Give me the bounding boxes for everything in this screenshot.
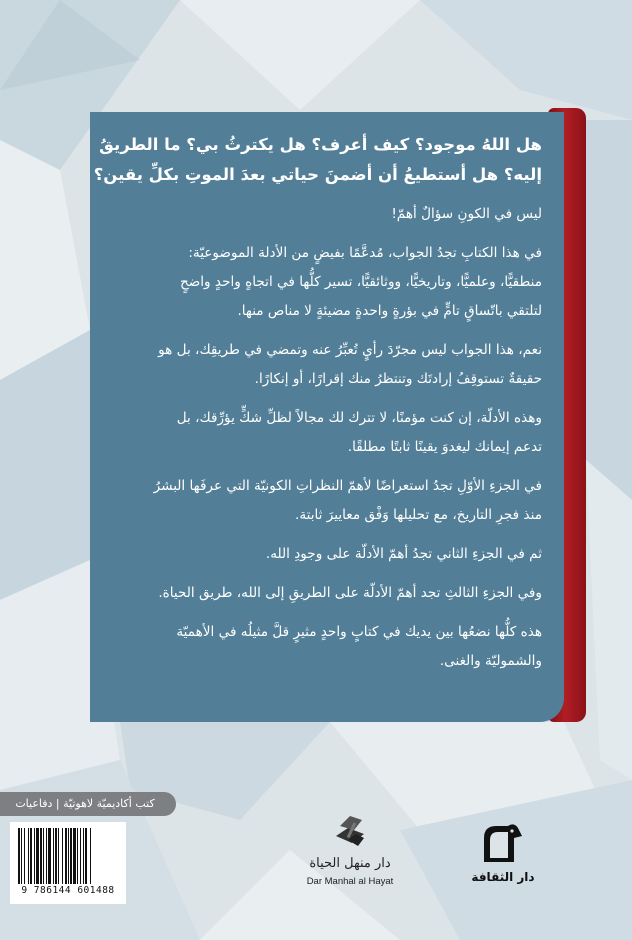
paragraph-line: ليس في الكونِ سؤالٌ أهمّ! bbox=[391, 206, 542, 222]
paragraph-line: وهذه الأدلّة، إن كنت مؤمنًا، لا تترك لك مجالاً لظلِّ شكٍّ يؤرِّقك، بل bbox=[176, 410, 542, 426]
paragraph-line: حقيقةٌ تستوقِفُ إرادتَك وتنتظرُ منك إقرارًا، أو إنكارًا. bbox=[254, 371, 542, 387]
barcode-bar bbox=[58, 828, 59, 884]
headline-line: إليه؟ هل أستطيعُ أن أضمنَ حياتي بعدَ الموتِ بكلِّ يقين؟ bbox=[93, 165, 542, 184]
paragraph-line: منطقيًّا، وعلميًّا، وتاريخيًّا، ووثائقيًّا، تسير كلُّها في اتجاهٍ واحدٍ واضحٍ bbox=[179, 274, 542, 290]
paragraph bbox=[106, 239, 542, 326]
barcode-bar bbox=[43, 828, 44, 884]
barcode-bar bbox=[90, 828, 91, 884]
paragraph-line: لتلتقي باتّساقٍ تامٍّ في بؤرةٍ واحدةٍ مضيئةٍ لا مناص منها. bbox=[237, 303, 542, 319]
publisher-english-name: Dar Manhal al Hayat bbox=[306, 876, 394, 887]
book-reader-logo-icon bbox=[290, 812, 410, 856]
paragraph-line: نعم، هذا الجواب ليس مجرّدَ رأيٍ تُعبِّرُ عنه وتمضي في طريقِك، بل هو bbox=[158, 342, 542, 358]
barcode-bar bbox=[65, 828, 67, 884]
barcode-bar bbox=[24, 828, 25, 884]
barcode-bar bbox=[36, 828, 39, 884]
barcode-bar bbox=[21, 828, 22, 884]
paragraph-line: ثم في الجزءِ الثاني تجدُ أهمّ الأدلّة على وجودِ الله. bbox=[265, 546, 542, 562]
barcode-bar bbox=[30, 828, 32, 884]
barcode-bar bbox=[77, 828, 78, 884]
barcode-bar bbox=[85, 828, 87, 884]
paragraph-line: وفي الجزءِ الثالثِ تجد أهمّ الأدلّة على الطريقِ إلى الله، طريق الحياة. bbox=[158, 585, 542, 601]
publisher-logo bbox=[290, 812, 410, 896]
bird-logo-icon bbox=[470, 818, 536, 868]
barcode bbox=[10, 822, 126, 904]
barcode-bar bbox=[80, 828, 81, 884]
paragraph-line: تدعم إيمانك ليغدوَ يقينًا ثابتًا مطلقًا. bbox=[347, 439, 542, 455]
paragraph-line: والشموليّة والغنى. bbox=[439, 653, 542, 669]
imprint-logo bbox=[470, 818, 536, 900]
blurb-panel bbox=[90, 112, 564, 722]
imprint-name: دار الثقافة bbox=[471, 870, 535, 884]
paragraph-line: هذه كلُّها نضعُها بين يديك في كتابٍ واحدٍ مثيرٍ قلَّ مثيلُه في الأهميّة bbox=[176, 624, 542, 640]
paragraph bbox=[106, 579, 542, 608]
category-label: كتب أكاديميّة لاهوتيّة | دفاعيات bbox=[0, 792, 176, 816]
headline-line: هل اللهُ موجود؟ كيف أعرف؟ هل يكترثُ بي؟ ما الطريقُ bbox=[99, 135, 542, 154]
barcode-bar bbox=[18, 828, 20, 884]
paragraph bbox=[106, 540, 542, 569]
paragraph bbox=[106, 336, 542, 394]
paragraph-line: في الجزءِ الأوّلِ تجدُ استعراضًا لأهمّ النظراتِ الكونيّة التي عرفَها البشرُ bbox=[153, 478, 542, 494]
barcode-bar bbox=[53, 828, 54, 884]
barcode-bar bbox=[62, 828, 63, 884]
paragraph-line: منذ فجرِ التاريخ، مع تحليلها وَفْق معاييرَ ثابتة. bbox=[295, 507, 542, 523]
barcode-bar bbox=[55, 828, 57, 884]
headline bbox=[93, 130, 542, 190]
barcode-bar bbox=[70, 828, 72, 884]
barcode-bar bbox=[83, 828, 84, 884]
paragraph bbox=[106, 472, 542, 530]
barcode-bar bbox=[48, 828, 51, 884]
paragraph bbox=[106, 200, 542, 229]
barcode-bar bbox=[73, 828, 76, 884]
barcode-bar bbox=[34, 828, 35, 884]
barcode-bar bbox=[28, 828, 29, 884]
paragraph bbox=[106, 618, 542, 676]
barcode-number: 9 786144 601488 bbox=[21, 885, 115, 896]
paragraph-line: في هذا الكتابِ تجدُ الجواب، مُدعَّمًا بفيضٍ من الأدلة الموضوعيّة: bbox=[188, 245, 542, 261]
publisher-arabic-name: دار منهل الحياة bbox=[309, 856, 391, 871]
barcode-bar bbox=[40, 828, 42, 884]
paragraph bbox=[106, 404, 542, 462]
barcode-bar bbox=[46, 828, 47, 884]
barcode-bar bbox=[68, 828, 69, 884]
barcode-bars bbox=[18, 828, 118, 884]
